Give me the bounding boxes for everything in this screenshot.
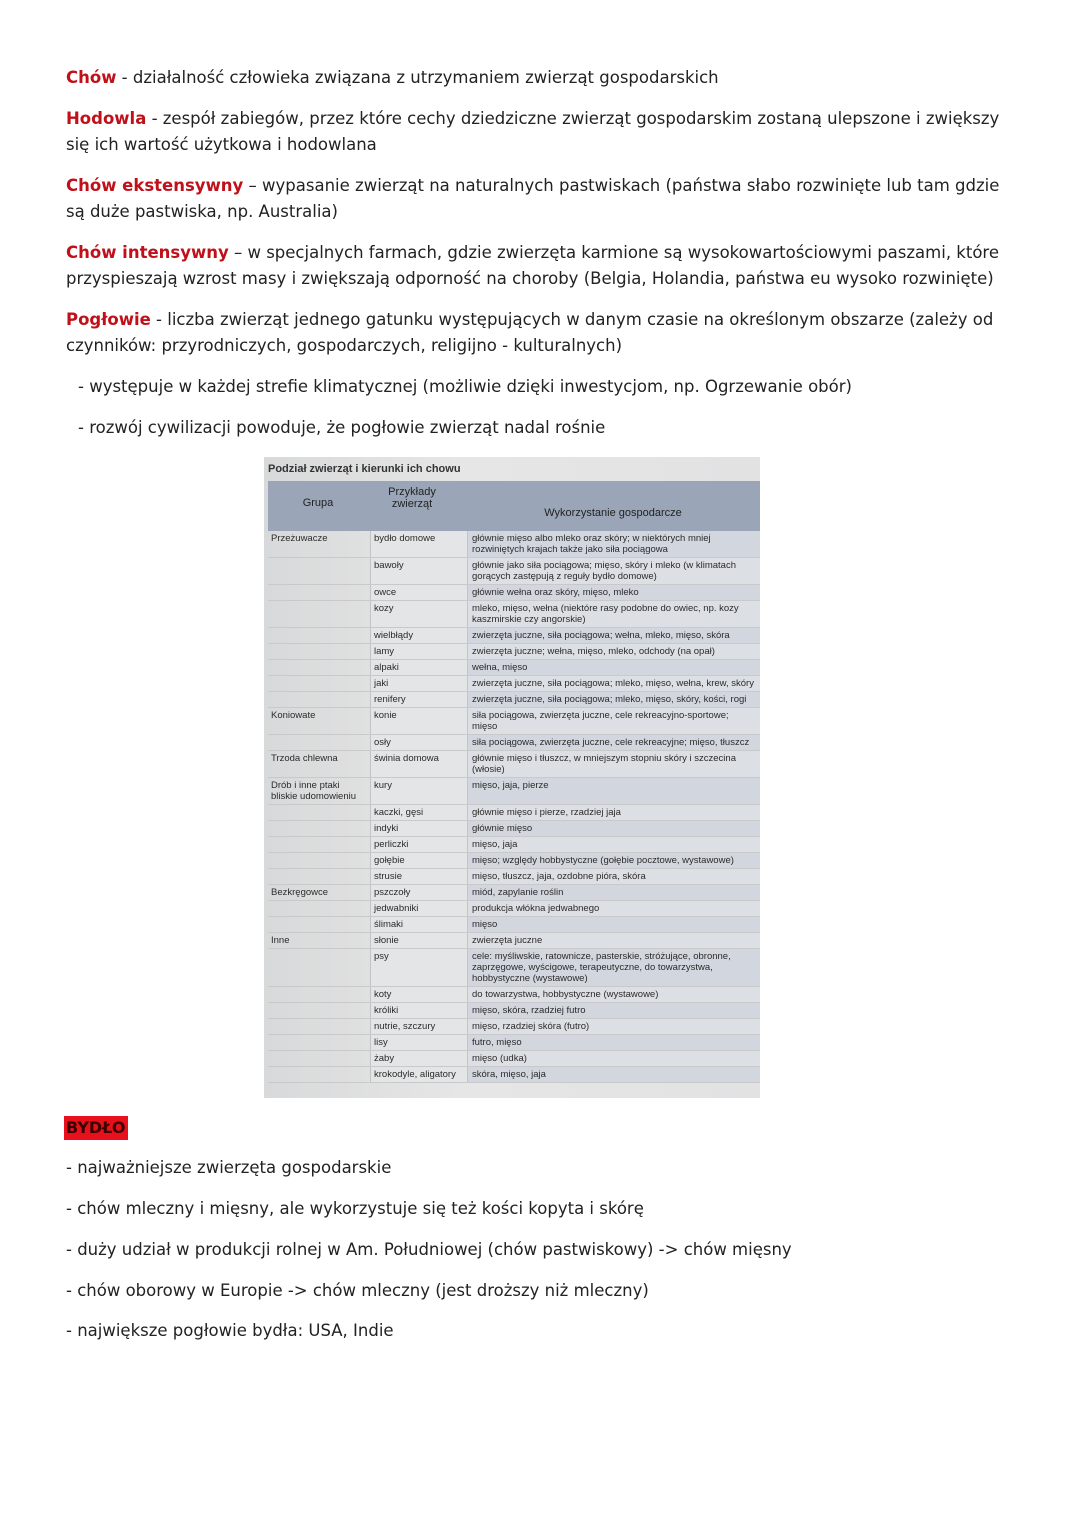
animal-cell: ślimaki [370, 917, 468, 932]
table-body [268, 531, 760, 1083]
usage-cell: mięso [468, 917, 760, 932]
usage-cell: głównie mięso albo mleko oraz skóry; w niektórych mniej rozwiniętych krajach także jako siła pociągowa [468, 531, 760, 557]
usage-cell: wełna, mięso [468, 660, 760, 675]
usage-cell: mięso (udka) [468, 1051, 760, 1066]
animal-cell: bydło domowe [370, 531, 468, 557]
animal-cell: owce [370, 585, 468, 600]
bullet-item: - chów oborowy w Europie -> chów mleczny (jest droższy niż mleczny) [66, 1281, 649, 1300]
usage-cell: produkcja włókna jedwabnego [468, 901, 760, 916]
table-row [268, 692, 760, 708]
definition-term: Hodowla [66, 109, 147, 128]
animal-cell: kozy [370, 601, 468, 627]
group-cell: Trzoda chlewna [271, 753, 338, 764]
group-cell [268, 837, 370, 852]
group-cell [268, 585, 370, 600]
group-cell: Inne [271, 935, 290, 946]
animal-cell: kury [370, 778, 468, 804]
group-cell [268, 853, 370, 868]
table-row [268, 778, 760, 805]
group-cell [268, 1019, 370, 1034]
table-row [268, 1019, 760, 1035]
table-row [268, 660, 760, 676]
definition-poglowie [66, 307, 1006, 359]
group-cell [268, 1003, 370, 1018]
group-cell [268, 676, 370, 691]
animal-cell: renifery [370, 692, 468, 707]
table-row [268, 821, 760, 837]
usage-cell: mięso, tłuszcz, jaja, ozdobne pióra, skóra [468, 869, 760, 884]
animal-cell: konie [370, 708, 468, 734]
usage-cell: mięso; względy hobbystyczne (gołębie pocztowe, wystawowe) [468, 853, 760, 868]
usage-cell: mięso, skóra, rzadziej futro [468, 1003, 760, 1018]
group-cell [268, 735, 370, 750]
table-photo [264, 457, 760, 1098]
column-header: Przykłady zwierząt [388, 486, 436, 510]
animal-cell: jedwabniki [370, 901, 468, 916]
table-header [268, 481, 760, 531]
group-cell [268, 805, 370, 820]
animal-cell: krokodyle, aligatory [370, 1067, 468, 1082]
group-cell [268, 660, 370, 675]
table-row [268, 1035, 760, 1051]
table-row [268, 805, 760, 821]
table-row [268, 531, 760, 558]
table-row [268, 601, 760, 628]
definition-hodowla [66, 106, 1006, 158]
usage-cell: miód, zapylanie roślin [468, 885, 760, 900]
bullet-item: - najważniejsze zwierzęta gospodarskie [66, 1158, 392, 1177]
animal-cell: słonie [370, 933, 468, 948]
bullet-item: - chów mleczny i mięsny, ale wykorzystuje się też kości kopyta i skórę [66, 1199, 644, 1218]
bullet-item: - duży udział w produkcji rolnej w Am. Południowej (chów pastwiskowy) -> chów mięsny [66, 1240, 792, 1259]
usage-cell: głównie wełna oraz skóry, mięso, mleko [468, 585, 760, 600]
group-cell [268, 644, 370, 659]
animal-cell: nutrie, szczury [370, 1019, 468, 1034]
bullet-item: - występuje w każdej strefie klimatycznej (możliwie dzięki inwestycjom, np. Ogrzewanie obór) [78, 377, 852, 396]
animal-cell: żaby [370, 1051, 468, 1066]
animal-cell: perliczki [370, 837, 468, 852]
usage-cell: siła pociągowa, zwierzęta juczne, cele rekreacyjne; mięso, tłuszcz [468, 735, 760, 750]
usage-cell: do towarzystwa, hobbystyczne (wystawowe) [468, 987, 760, 1002]
usage-cell: zwierzęta juczne [468, 933, 760, 948]
table-row [268, 585, 760, 601]
table-row [268, 735, 760, 751]
animal-cell: alpaki [370, 660, 468, 675]
table-row [268, 853, 760, 869]
animal-cell: jaki [370, 676, 468, 691]
animal-cell: bawoły [370, 558, 468, 584]
table-row [268, 1003, 760, 1019]
group-cell [268, 628, 370, 643]
definition-text: - zespół zabiegów, przez które cechy dziedziczne zwierząt gospodarskim zostaną ulepszone i zwiększy się ich wartość użytkowa i hodowlana [66, 109, 1000, 154]
group-cell [268, 987, 370, 1002]
usage-cell: mięso, jaja [468, 837, 760, 852]
table-title: Podział zwierząt i kierunki ich chowu [268, 463, 461, 475]
group-cell [268, 949, 370, 986]
bullet-item: - rozwój cywilizacji powoduje, że pogłowie zwierząt nadal rośnie [78, 418, 606, 437]
table-row [268, 644, 760, 660]
definition-chow [66, 65, 1006, 91]
table-row [268, 628, 760, 644]
usage-cell: cele: myśliwskie, ratownicze, pasterskie, stróżujące, obronne, zaprzęgowe, wyścigowe, terapeutyczne, do towarzystwa, hobbystyczne (wystawowe) [468, 949, 760, 986]
usage-cell: futro, mięso [468, 1035, 760, 1050]
table-row [268, 1051, 760, 1067]
usage-cell: głównie mięso [468, 821, 760, 836]
group-cell [268, 1067, 370, 1082]
table-row [268, 949, 760, 987]
animal-cell: osły [370, 735, 468, 750]
definition-text: - liczba zwierząt jednego gatunku występujących w danym czasie na określonym obszarze (zależy od czynników: przyrodniczych, gospodarczych, religijno - kulturalnych) [66, 310, 994, 355]
table-row [268, 901, 760, 917]
group-cell [268, 917, 370, 932]
usage-cell: zwierzęta juczne; wełna, mięso, mleko, odchody (na opał) [468, 644, 760, 659]
animal-cell: gołębie [370, 853, 468, 868]
definition-term: Pogłowie [66, 310, 151, 329]
definition-chow-ekstensywny [66, 173, 1006, 225]
definition-chow-intensywny [66, 240, 1006, 292]
usage-cell: siła pociągowa, zwierzęta juczne, cele rekreacyjno-sportowe; mięso [468, 708, 760, 734]
animal-cell: świnia domowa [370, 751, 468, 777]
table-row [268, 917, 760, 933]
animal-cell: króliki [370, 1003, 468, 1018]
usage-cell: skóra, mięso, jaja [468, 1067, 760, 1082]
table-row [268, 885, 760, 901]
animal-cell: indyki [370, 821, 468, 836]
table-row [268, 869, 760, 885]
group-cell: Koniowate [271, 710, 316, 721]
table-row [268, 751, 760, 778]
animal-cell: koty [370, 987, 468, 1002]
animal-cell: lamy [370, 644, 468, 659]
animal-cell: strusie [370, 869, 468, 884]
animal-cell: wielbłądy [370, 628, 468, 643]
table-row [268, 558, 760, 585]
animal-cell: pszczoły [370, 885, 468, 900]
column-header: Grupa [302, 497, 334, 509]
usage-cell: zwierzęta juczne, siła pociągowa; mleko, mięso, skóry, kości, rogi [468, 692, 760, 707]
animal-cell: lisy [370, 1035, 468, 1050]
group-cell [268, 1035, 370, 1050]
table-row [268, 1067, 760, 1083]
group-cell [268, 558, 370, 584]
definition-term: Chów ekstensywny [66, 176, 244, 195]
usage-cell: głównie mięso i tłuszcz, w mniejszym stopniu skóry i szczecina (włosie) [468, 751, 760, 777]
usage-cell: mięso, rzadziej skóra (futro) [468, 1019, 760, 1034]
animal-cell: psy [370, 949, 468, 986]
group-cell [268, 821, 370, 836]
table-row [268, 837, 760, 853]
definition-term: Chów intensywny [66, 243, 229, 262]
definition-text: - działalność człowieka związana z utrzymaniem zwierząt gospodarskich [116, 68, 719, 87]
group-cell [268, 869, 370, 884]
group-cell [268, 901, 370, 916]
bullet-item: - największe pogłowie bydła: USA, Indie [66, 1321, 394, 1340]
definition-term: Chów [66, 68, 117, 87]
group-cell [268, 601, 370, 627]
group-cell [268, 692, 370, 707]
column-header: Wykorzystanie gospodarcze [544, 507, 682, 519]
group-cell: Przeżuwacze [271, 533, 328, 544]
usage-cell: głównie mięso i pierze, rzadziej jaja [468, 805, 760, 820]
usage-cell: zwierzęta juczne, siła pociągowa; mleko, mięso, wełna, krew, skóry [468, 676, 760, 691]
definition-text: – wypasanie zwierząt na naturalnych pastwiskach (państwa słabo rozwinięte lub tam gdzie są duże pastwiska, np. Australia) [66, 176, 1000, 221]
table-row [268, 987, 760, 1003]
animal-cell: kaczki, gęsi [370, 805, 468, 820]
definition-text: – w specjalnych farmach, gdzie zwierzęta karmione są wysokowartościowymi paszami, które przyspieszają wzrost masy i zwiększają odporność na choroby (Belgia, Holandia, państwa eu wysoko rozwinięte) [66, 243, 999, 288]
usage-cell: mleko, mięso, wełna (niektóre rasy podobne do owiec, np. kozy kaszmirskie czy angorskie) [468, 601, 760, 627]
group-cell: Bezkręgowce [271, 887, 329, 898]
usage-cell: mięso, jaja, pierze [468, 778, 760, 804]
usage-cell: głównie jako siła pociągowa; mięso, skóry i mleko (w klimatach gorących zastępują z reguły bydło domowe) [468, 558, 760, 584]
group-cell: Drób i inne ptaki bliskie udomowieniu [271, 780, 357, 802]
group-cell [268, 1051, 370, 1066]
table-row [268, 708, 760, 735]
usage-cell: zwierzęta juczne, siła pociągowa; wełna, mleko, mięso, skóra [468, 628, 760, 643]
table-row [268, 933, 760, 949]
section-badge: BYDŁO [64, 1116, 128, 1140]
table-row [268, 676, 760, 692]
